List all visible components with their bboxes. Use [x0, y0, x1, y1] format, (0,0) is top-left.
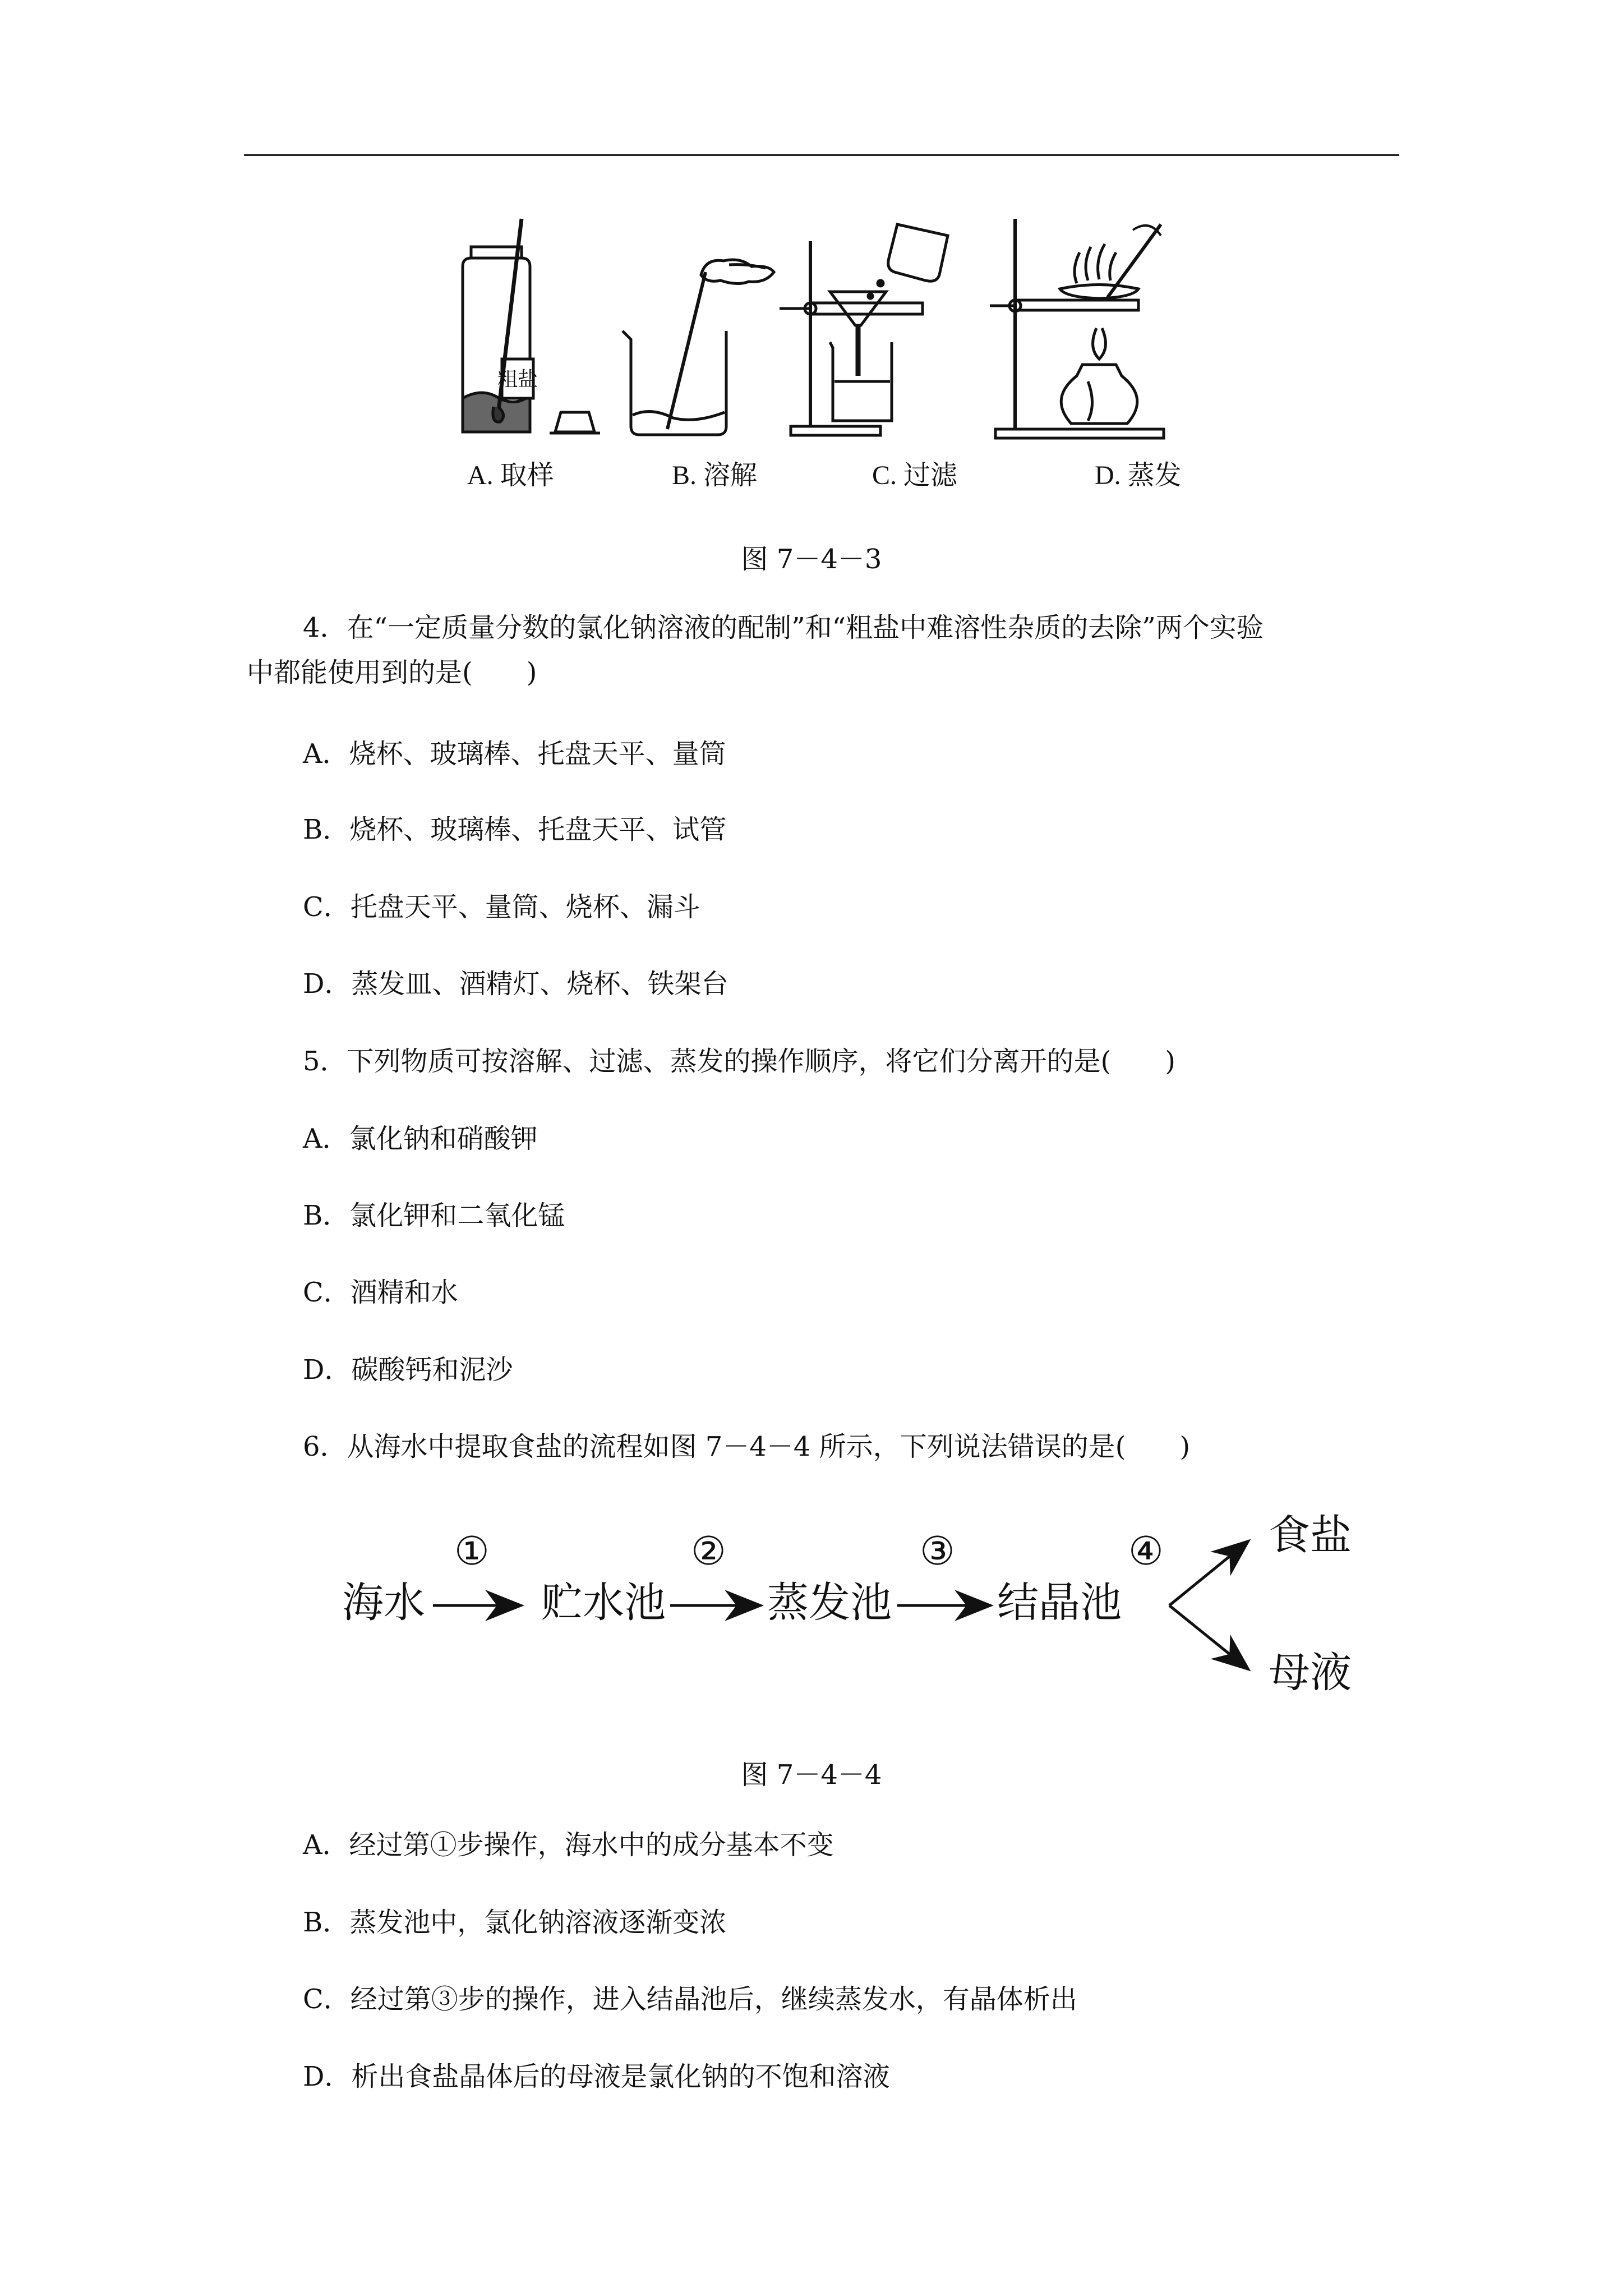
- flow-node-seawater: 海水: [342, 1579, 425, 1627]
- flow-node-storage-pool: 贮水池: [541, 1579, 666, 1627]
- filtration-illustration: [780, 224, 948, 435]
- q4-option-a: A．烧杯、玻璃棒、托盘天平、量筒: [303, 738, 726, 770]
- flow-output-salt: 食盐: [1269, 1511, 1352, 1559]
- q6-option-a: A．经过第①步操作，海水中的成分基本不变: [303, 1829, 834, 1861]
- flow-arrows: [0, 1511, 1623, 1697]
- q5-option-b: B．氯化钾和二氧化锰: [303, 1200, 565, 1231]
- flow-step-3: ③: [920, 1528, 955, 1574]
- figure-7-4-3-title: 图 7－4－3: [741, 544, 882, 575]
- beaker-stirring-illustration: [623, 260, 774, 435]
- q6-option-b: B．蒸发池中，氯化钠溶液逐渐变浓: [303, 1907, 727, 1938]
- figure-7-4-4-title: 图 7－4－4: [741, 1759, 882, 1791]
- flow-arrow-4a: [1169, 1542, 1248, 1605]
- flow-node-crystallization-pool: 结晶池: [997, 1579, 1122, 1627]
- q6-stem: 6．从海水中提取食盐的流程如图 7－4－4 所示，下列说法错误的是( ): [303, 1431, 1191, 1462]
- header-rule: [244, 154, 1399, 156]
- flow-arrow-4b: [1169, 1605, 1248, 1669]
- evaporation-illustration: [990, 219, 1164, 438]
- jar-illustration: [463, 219, 600, 433]
- q6-option-d: D．析出食盐晶体后的母液是氯化钠的不饱和溶液: [303, 2061, 890, 2092]
- label-c-filtering: C. 过滤: [872, 461, 958, 490]
- q4-stem-line2: 中都能使用到的是( ): [247, 657, 537, 688]
- q6-option-c: C．经过第③步的操作，进入结晶池后，继续蒸发水，有晶体析出: [303, 1984, 1077, 2015]
- label-b-dissolving: B. 溶解: [672, 461, 758, 490]
- label-a-sampling: A. 取样: [467, 461, 554, 490]
- q5-option-a: A．氯化钠和硝酸钾: [303, 1123, 538, 1154]
- q5-option-c: C．酒精和水: [303, 1277, 458, 1308]
- flow-step-4: ④: [1128, 1528, 1164, 1574]
- q5-stem: 5．下列物质可按溶解、过滤、蒸发的操作顺序，将它们分离开的是( ): [303, 1046, 1175, 1077]
- jar-label: 粗盐: [497, 368, 538, 391]
- q5-option-d: D．碳酸钙和泥沙: [303, 1354, 513, 1386]
- flow-step-1: ①: [454, 1528, 490, 1574]
- flow-node-evaporation-pool: 蒸发池: [767, 1579, 892, 1627]
- q4-stem-line1: 4．在“一定质量分数的氯化钠溶液的配制”和“粗盐中难溶性杂质的去除”两个实验: [303, 612, 1264, 643]
- apparatus-figure: [437, 213, 1256, 449]
- label-d-evaporating: D. 蒸发: [1095, 461, 1182, 490]
- q4-option-b: B．烧杯、玻璃棒、托盘天平、试管: [303, 814, 727, 845]
- flow-output-mother-liquor: 母液: [1269, 1649, 1352, 1697]
- q4-option-c: C．托盘天平、量筒、烧杯、漏斗: [303, 891, 700, 923]
- flow-step-2: ②: [691, 1528, 726, 1574]
- q4-option-d: D．蒸发皿、酒精灯、烧杯、铁架台: [303, 968, 728, 1000]
